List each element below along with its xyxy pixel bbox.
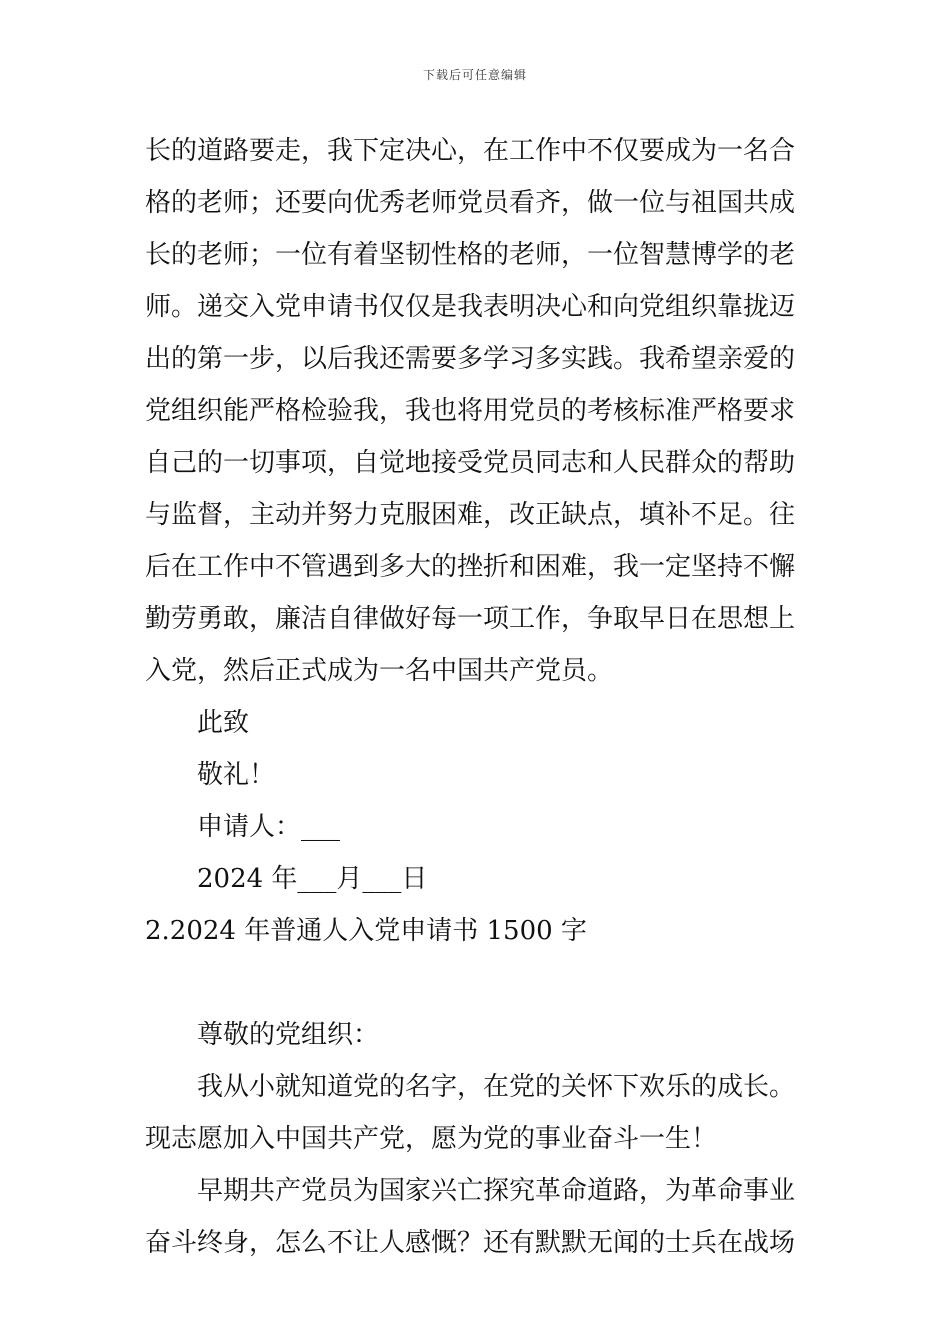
blank-spacer xyxy=(145,957,810,1009)
text-line: 师。递交入党申请书仅仅是我表明决心和向党组织靠拢迈 xyxy=(145,292,796,322)
paragraph-history xyxy=(145,1165,810,1269)
paragraph-continuation xyxy=(145,125,810,697)
text-line: 奋斗终身，怎么不让人感慨？还有默默无闻的士兵在战场 xyxy=(145,1228,796,1258)
text-line: 现志愿加入中国共产党，愿为党的事业奋斗一生！ xyxy=(145,1124,718,1154)
text-line: 出的第一步，以后我还需要多学习多实践。我希望亲爱的 xyxy=(145,344,796,374)
text-line: 长的道路要走，我下定决心，在工作中不仅要成为一名合 xyxy=(145,136,796,166)
document-body xyxy=(145,125,810,1269)
letter-greeting: 尊敬的党组织： xyxy=(197,1020,380,1050)
text-line: 格的老师；还要向优秀老师党员看齐，做一位与祖国共成 xyxy=(145,188,796,218)
text-line: 自己的一切事项，自觉地接受党员同志和人民群众的帮助 xyxy=(145,448,796,478)
text-line: 早期共产党员为国家兴亡探究革命道路，为革命事业 xyxy=(197,1176,796,1206)
salute-phrase: 敬礼！ xyxy=(197,760,276,790)
applicant-signature-line: 申请人：___ xyxy=(197,812,341,842)
text-line: 与监督，主动并努力克服困难，改正缺点，填补不足。往 xyxy=(145,500,796,530)
text-line: 我从小就知道党的名字，在党的关怀下欢乐的成长。 xyxy=(197,1072,796,1102)
text-line: 党组织能严格检验我，我也将用党员的考核标准严格要求 xyxy=(145,396,796,426)
text-line: 长的老师；一位有着坚韧性格的老师，一位智慧博学的老 xyxy=(145,240,796,270)
text-line: 勤劳勇敢，廉洁自律做好每一项工作，争取早日在思想上 xyxy=(145,604,796,634)
paragraph-intro xyxy=(145,1061,810,1165)
date-line: 2024 年___月___日 xyxy=(197,864,428,894)
text-line: 入党，然后正式成为一名中国共产党员。 xyxy=(145,656,614,686)
closing-phrase: 此致 xyxy=(197,708,250,738)
page-header-note: 下载后可任意编辑 xyxy=(422,68,527,82)
text-line: 后在工作中不管遇到多大的挫折和困难，我一定坚持不懈 xyxy=(145,552,796,582)
section-heading: 2.2024 年普通人入党申请书 1500 字 xyxy=(145,916,587,946)
